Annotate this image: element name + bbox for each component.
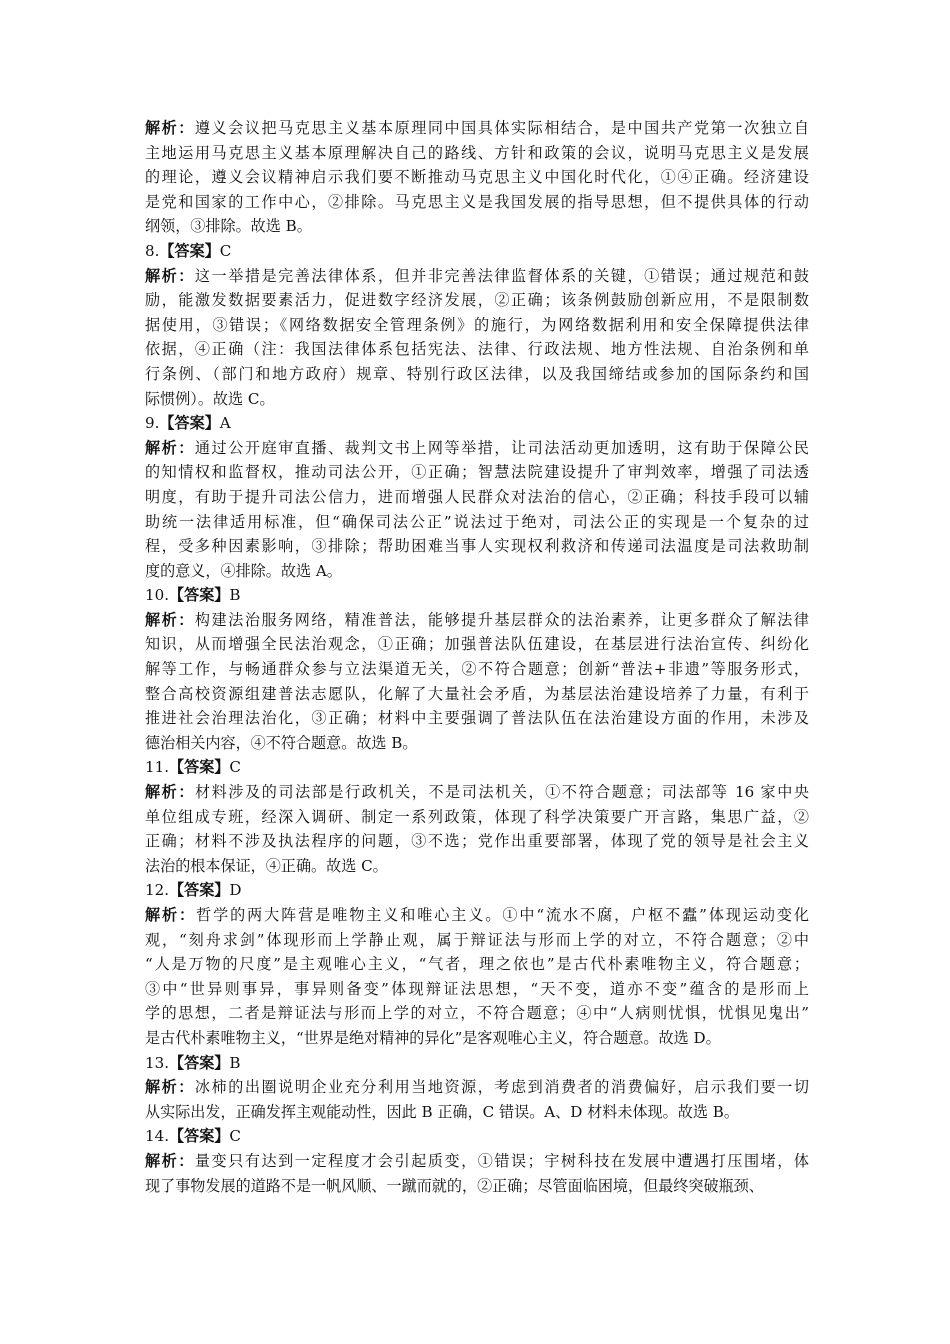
analysis-line — [145, 288, 809, 313]
analysis-line — [145, 1174, 809, 1199]
analysis-text: 正确；材料不涉及执法程序的问题，③不选；党作出重要部署，体现了党的领导是社会主义 — [145, 832, 809, 851]
question-number: 11. — [145, 758, 170, 777]
question-number: 10. — [145, 586, 170, 605]
analysis-line — [145, 190, 809, 215]
analysis-text: “人是万物的尺度”是主观唯心主义，“气者，理之依也”是古代朴素唯物主义，符合题意； — [145, 955, 809, 974]
analysis-line — [145, 682, 809, 707]
analysis-text: 推进社会治理法治化，③正确；材料中主要强调了普法队伍在法治建设方面的作用，未涉及 — [145, 709, 809, 728]
answer-item — [145, 755, 809, 878]
analysis-line — [145, 116, 809, 141]
analysis-label: 解析： — [145, 610, 195, 629]
analysis-line — [145, 387, 809, 412]
analysis-line — [145, 706, 809, 731]
analysis-line — [145, 313, 809, 338]
analysis-text: 这一举措是完善法律体系，但并非完善法律监督体系的关键，①错误；通过规范和鼓 — [194, 266, 809, 285]
answer-value: C — [229, 758, 241, 777]
analysis-line — [145, 1149, 809, 1174]
answer-label: 【答案】 — [159, 414, 220, 433]
analysis-text: 冰柿的出圈说明企业充分利用当地资源，考虑到消费者的消费偏好，启示我们要一切 — [194, 1078, 809, 1097]
analysis-line — [145, 1001, 809, 1026]
answer-header — [145, 755, 809, 780]
analysis-line — [145, 510, 809, 535]
answer-header — [145, 239, 809, 264]
analysis-line — [145, 337, 809, 362]
analysis-text: 纲领，③排除。故选 B。 — [145, 217, 312, 236]
analysis-text: 行条例、（部门和地方政府）规章、特别行政区法律，以及我国缔结或参加的国际条约和国 — [145, 364, 809, 383]
analysis-line — [145, 534, 809, 559]
question-number: 14. — [145, 1127, 170, 1146]
analysis-text: 主地运用马克思主义基本原理解决自己的路线、方针和政策的会议，说明马克思主义是发展 — [145, 143, 809, 162]
analysis-line — [145, 952, 809, 977]
analysis-line — [145, 780, 809, 805]
analysis-line — [145, 977, 809, 1002]
analysis-line — [145, 632, 809, 657]
analysis-text: 法治的根本保证，④正确。故选 C。 — [145, 856, 388, 875]
answer-item — [145, 1051, 809, 1125]
analysis-line — [145, 1075, 809, 1100]
analysis-line — [145, 657, 809, 682]
analysis-text: 单位组成专班，经深入调研、制定一系列政策，体现了科学决策要广开言路，集思广益，② — [145, 807, 809, 826]
analysis-text: 励，能激发数据要素活力，促进数字经济发展，②正确；该条例鼓励创新应用，不是限制数 — [145, 291, 809, 310]
question-number: 8. — [145, 241, 160, 260]
answer-item — [145, 1124, 809, 1198]
analysis-line — [145, 460, 809, 485]
question-number: 12. — [145, 881, 170, 900]
answer-header — [145, 583, 809, 608]
analysis-line — [145, 264, 809, 289]
analysis-line — [145, 141, 809, 166]
analysis-text: 依据，④正确（注：我国法律体系包括宪法、法律、行政法规、地方性法规、自治条例和单 — [145, 340, 809, 359]
answer-label: 【答案】 — [159, 241, 220, 260]
analysis-text: 知识，从而增强全民法治观念，①正确；加强普法队伍建设，在基层进行法治宣传、纠纷化 — [145, 635, 809, 654]
answer-value: C — [219, 241, 232, 260]
analysis-line — [145, 436, 809, 461]
analysis-line — [145, 903, 809, 928]
analysis-text: 学的思想，二者是辩证法与形而上学的对立，不符合题意；④中“人病则忧惧，忧惧见鬼出” — [145, 1004, 809, 1023]
analysis-text: 构建法治服务网络，精准普法，能够提升基层群众的法治素养，让更多群众了解法律 — [194, 610, 809, 629]
answer-item — [145, 878, 809, 1050]
analysis-label: 解析： — [145, 119, 195, 137]
answer-label: 【答案】 — [169, 758, 230, 777]
analysis-line — [145, 805, 809, 830]
analysis-text: 据使用，③错误；《网络数据安全管理条例》的施行，为网络数据利用和安全保障提供法律 — [145, 315, 809, 334]
analysis-line — [145, 1026, 809, 1051]
answer-label: 【答案】 — [169, 1053, 230, 1072]
analysis-label: 解析： — [145, 783, 196, 802]
analysis-text: 整合高校资源组建普法志愿队，化解了大量社会矛盾，为基层法治建设培养了力量，有利于 — [145, 684, 809, 703]
answer-item — [145, 116, 809, 239]
analysis-text: 通过公开庭审直播、裁判文书上网等举措，让司法活动更加透明，这有助于保障公民 — [194, 438, 809, 457]
document-page — [145, 116, 809, 1198]
answer-value: B — [229, 1053, 241, 1072]
analysis-label: 解析： — [145, 1151, 195, 1170]
answer-value: B — [229, 586, 241, 605]
analysis-text: 际惯例）。故选 C。 — [145, 389, 275, 408]
answer-value: A — [219, 414, 231, 433]
analysis-text: 解等工作，与畅通群众参与立法渠道无关，②不符合题意；创新“普法+非遗”等服务形式， — [145, 660, 809, 679]
analysis-label: 解析： — [145, 266, 195, 285]
analysis-line — [145, 731, 809, 756]
answer-header — [145, 411, 809, 436]
answer-header — [145, 1051, 809, 1076]
analysis-line — [145, 608, 809, 633]
analysis-text: ③中“世异则事异，事异则备变”体现辩证法思想，“天不变，道亦不变”蕴含的是形而上 — [145, 979, 809, 998]
analysis-text: 遵义会议把马克思主义基本原理同中国具体实际相结合，是中国共产党第一次独立自 — [194, 119, 809, 137]
answer-item — [145, 411, 809, 583]
analysis-text: 量变只有达到一定程度才会引起质变，①错误；宇树科技在发展中遭遇打压围堵，体 — [194, 1151, 809, 1170]
answer-value: C — [229, 1127, 241, 1146]
analysis-line — [145, 928, 809, 953]
analysis-text: 哲学的两大阵营是唯物主义和唯心主义。①中“流水不腐，户枢不蠹”体现运动变化 — [196, 906, 809, 924]
analysis-line — [145, 854, 809, 879]
answer-header — [145, 1124, 809, 1149]
analysis-line — [145, 559, 809, 584]
answer-label: 【答案】 — [169, 881, 230, 900]
analysis-label: 解析： — [145, 1078, 195, 1097]
question-number: 13. — [145, 1053, 170, 1072]
analysis-text: 是党和国家的工作中心，②排除。马克思主义是我国发展的指导思想，但不提供具体的行动 — [145, 192, 809, 211]
analysis-text: 从实际出发，正确发挥主观能动性，因此 B 正确，C 错误。A、D 材料未体现。故选 B。 — [145, 1102, 739, 1121]
analysis-line — [145, 829, 809, 854]
analysis-line — [145, 1100, 809, 1125]
analysis-text: 德治相关内容，④不符合题意。故选 B。 — [145, 733, 418, 752]
answer-item — [145, 239, 809, 411]
analysis-text: 材料涉及的司法部是行政机关，不是司法机关，①不符合题意；司法部等 16 家中央 — [195, 783, 809, 802]
analysis-line — [145, 485, 809, 510]
question-number: 9. — [145, 414, 160, 433]
analysis-line — [145, 165, 809, 190]
analysis-text: 助统一法律适用标准，但“确保司法公正”说法过于绝对，司法公正的实现是一个复杂的过 — [145, 512, 809, 531]
analysis-line — [145, 214, 809, 239]
answer-item — [145, 583, 809, 755]
analysis-text: 是古代朴素唯物主义，“世界是绝对精神的异化”是客观唯心主义，符合题意。故选 D。 — [145, 1028, 721, 1047]
analysis-text: 的知情权和监督权，推动司法公开，①正确；智慧法院建设提升了审判效率，增强了司法透 — [145, 463, 809, 482]
answer-header — [145, 878, 809, 903]
analysis-text: 的理论，遵义会议精神启示我们要不断推动马克思主义中国化时代化，①④正确。经济建设 — [145, 168, 809, 187]
analysis-line — [145, 362, 809, 387]
analysis-text: 现了事物发展的道路不是一帆风顺、一蹴而就的，②正确；尽管面临困境，但最终突破瓶颈、 — [145, 1176, 764, 1195]
analysis-text: 度的意义，④排除。故选 A。 — [145, 561, 342, 580]
analysis-label: 解析： — [145, 906, 197, 924]
analysis-text: 观，“刻舟求剑”体现形而上学静止观，属于辩证法与形而上学的对立，不符合题意；②中 — [145, 930, 809, 949]
analysis-text: 明度，有助于提升司法公信力，进而增强人民群众对法治的信心，②正确；科技手段可以辅 — [145, 487, 809, 506]
answer-label: 【答案】 — [169, 1127, 230, 1146]
analysis-label: 解析： — [145, 438, 195, 457]
answer-value: D — [229, 881, 242, 900]
analysis-text: 程，受多种因素影响，③排除；帮助困难当事人实现权利救济和传递司法温度是司法救助制 — [145, 537, 809, 556]
answer-label: 【答案】 — [169, 586, 230, 605]
